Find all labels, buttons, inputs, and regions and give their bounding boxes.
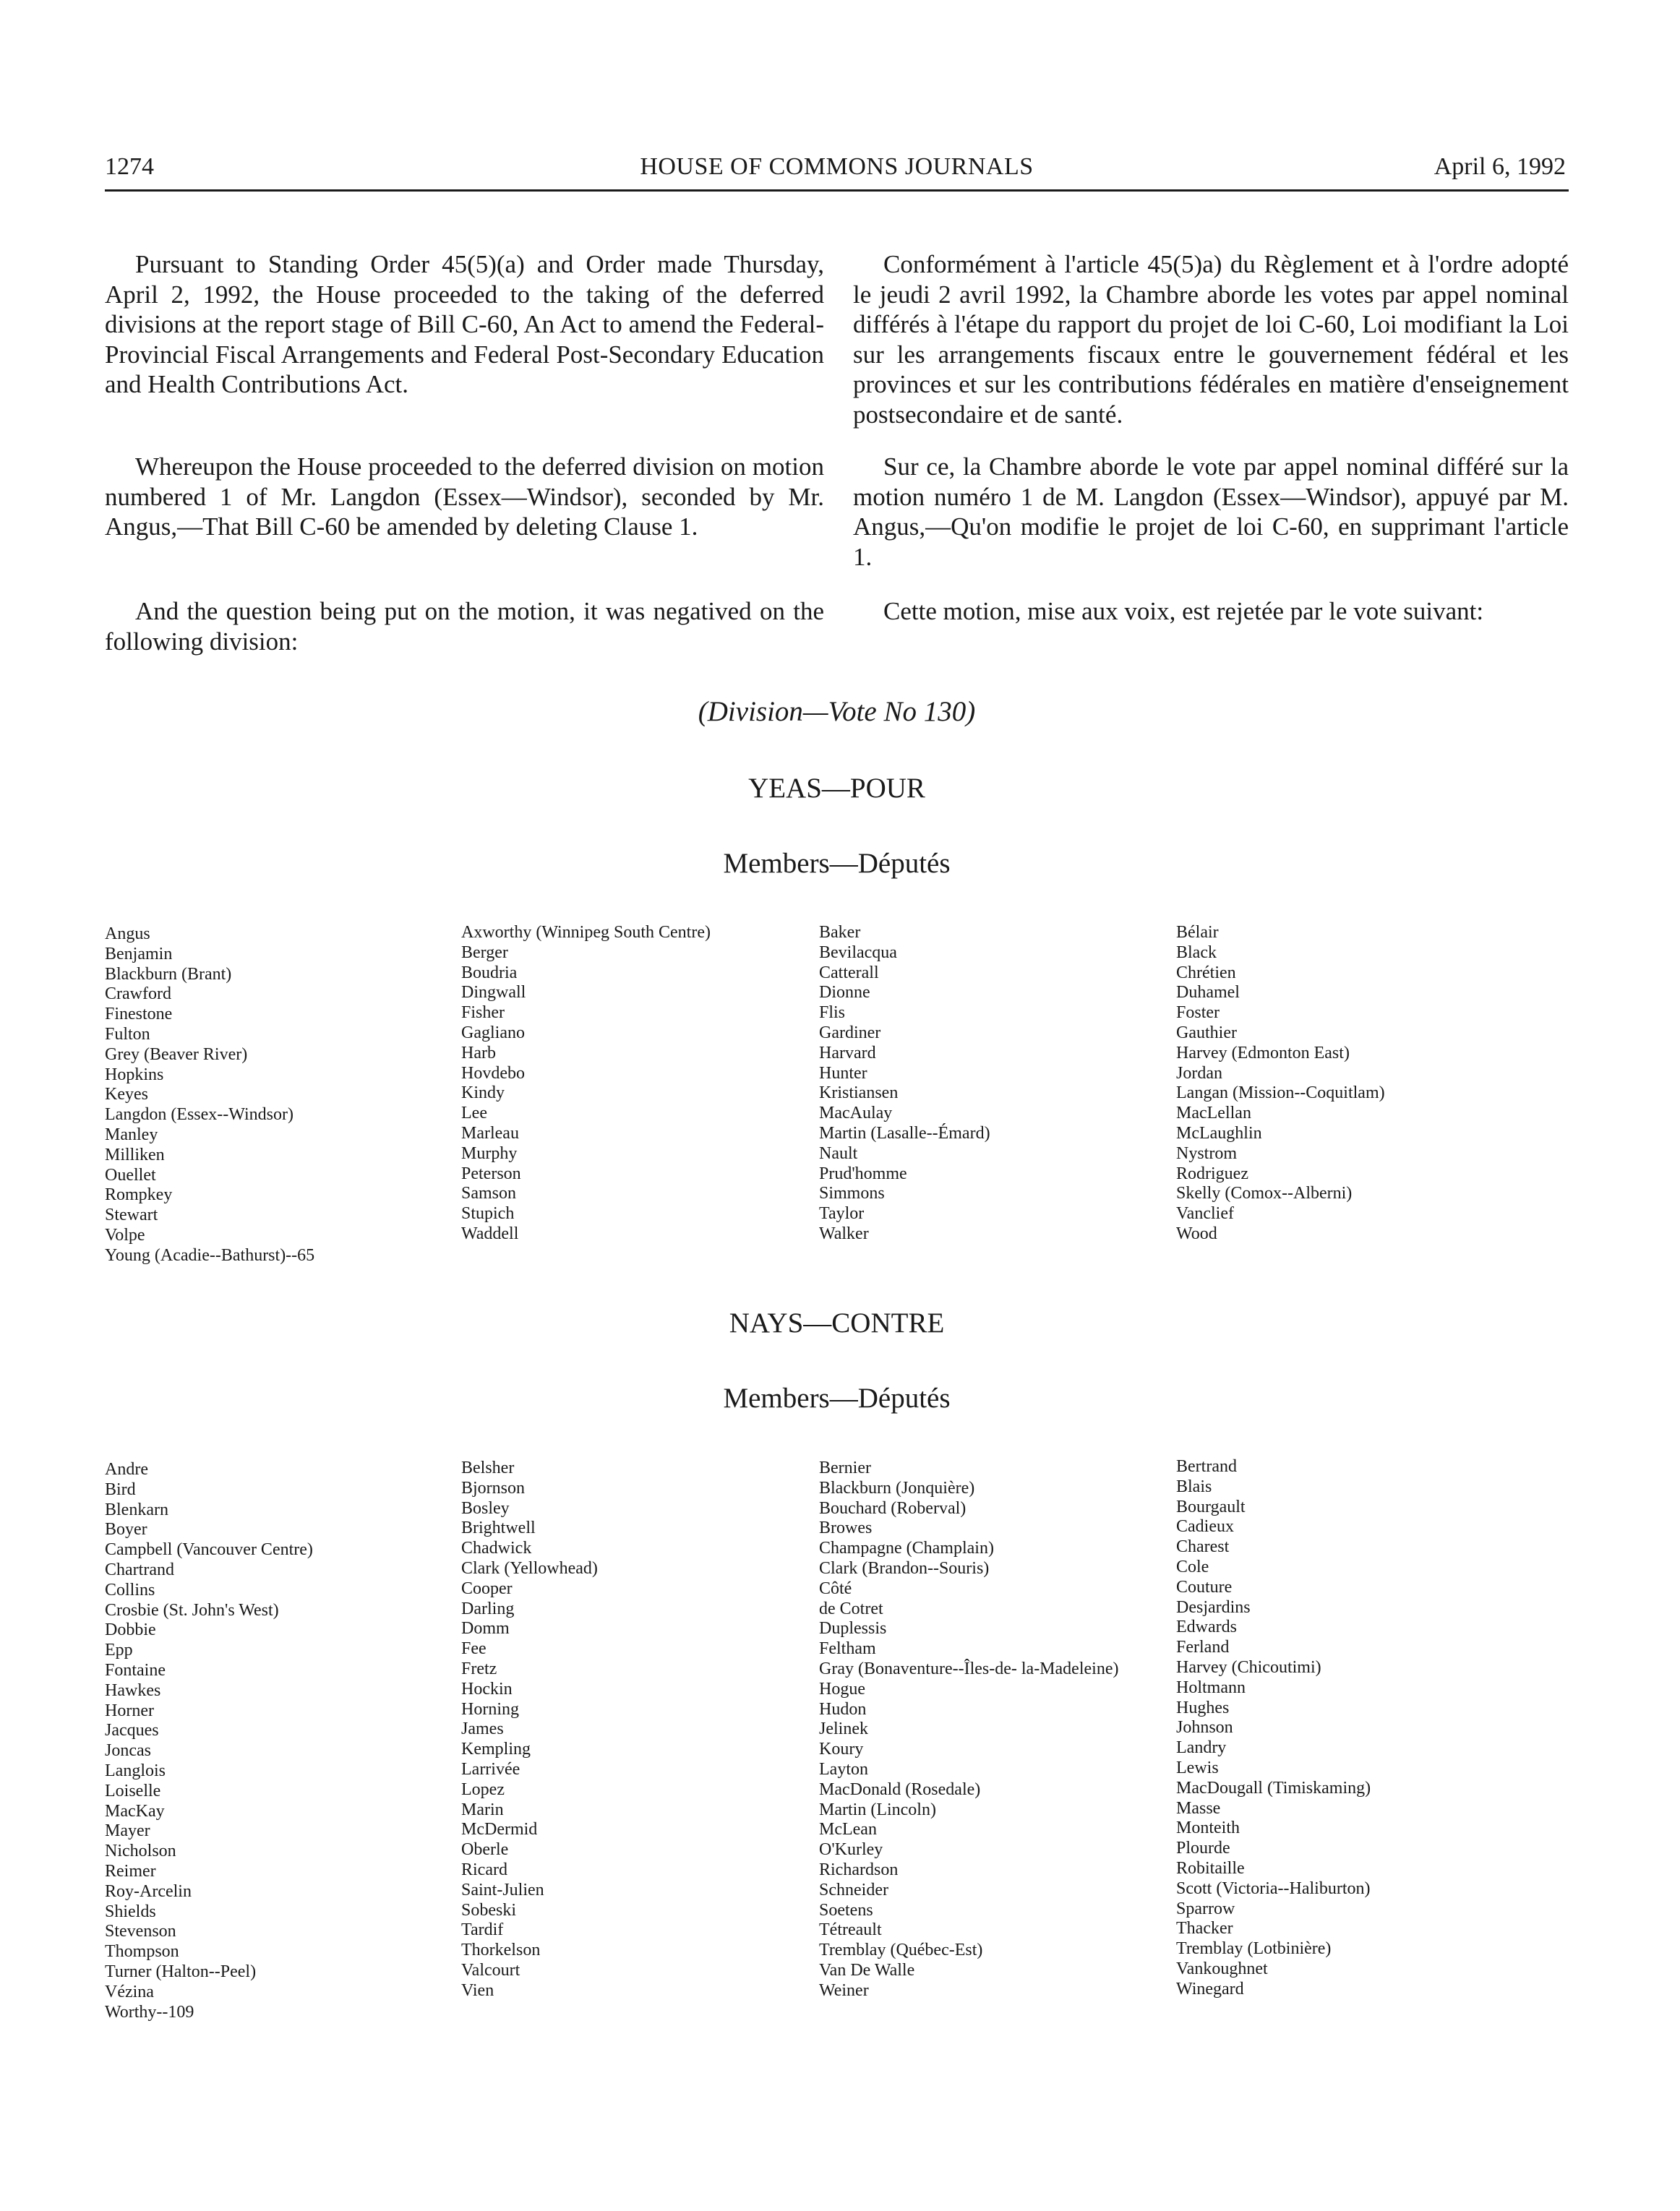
member-name: Thacker [1176,1919,1233,1939]
paragraph-en-2: Whereupon the House proceeded to the deferred division on motion numbered 1 of Mr. Langdon (Essex—Windsor), seconded by Mr. Angus,—That Bill C-60 be amended by deleting Clause 1. [105,452,824,541]
member-name: Champagne (Champlain) [819,1539,994,1558]
member-name: Angus [105,924,150,943]
member-name: Baker [819,923,861,942]
member-name: Flis [819,1003,846,1023]
member-name: Campbell (Vancouver Centre) [105,1540,313,1560]
member-name: Oberle [461,1840,509,1860]
member-name: Epp [105,1641,133,1660]
journal-title: HOUSE OF COMMONS JOURNALS [640,153,1034,180]
paragraph-en-3: And the question being put on the motion, it was negatived on the following division: [105,597,824,656]
member-name: McLaughlin [1176,1123,1262,1143]
member-name: Vankoughnet [1176,1959,1268,1978]
member-name: Jacques [105,1721,159,1740]
member-name: Blais [1176,1477,1212,1496]
member-name: Boudria [461,963,518,982]
member-name: Masse [1176,1798,1221,1818]
member-name: Fee [461,1639,487,1659]
member-name: O'Kurley [819,1840,883,1860]
member-name: Saint-Julien [461,1880,544,1899]
member-name: James [461,1720,504,1739]
member-name: Crosbie (St. John's West) [105,1600,279,1620]
member-name: Taylor [819,1204,865,1224]
member-name: Nystrom [1176,1143,1237,1163]
member-name: Marleau [461,1123,519,1143]
nays-heading: NAYS—CONTRE [729,1308,945,1339]
paragraph-fr-3: Cette motion, mise aux voix, est rejetée par le vote suivant: [883,597,1484,625]
member-name: Keyes [105,1085,148,1104]
member-name: Dobbie [105,1620,156,1640]
member-name: Langlois [105,1761,166,1780]
journal-date: April 6, 1992 [1433,153,1566,180]
member-name: Young (Acadie--Bathurst)--65 [105,1245,315,1265]
member-name: Stevenson [105,1922,176,1941]
member-name: Clark (Brandon--Souris) [819,1558,990,1578]
member-name: Soetens [819,1900,873,1920]
member-name: Samson [461,1184,517,1203]
member-name: de Cotret [819,1599,883,1618]
member-name: Jordan [1176,1063,1222,1083]
member-name: Stupich [461,1204,515,1224]
member-name: Chadwick [461,1539,532,1558]
member-name: Gardiner [819,1023,881,1042]
member-name: Chrétien [1176,963,1236,982]
member-name: Shields [105,1902,156,1921]
member-name: Ricard [461,1860,507,1879]
member-name: Charest [1176,1537,1230,1557]
page-number: 1274 [105,153,154,180]
member-name: Browes [819,1519,873,1538]
nays-column-2 [461,1459,598,2001]
member-name: Reimer [105,1861,156,1881]
member-name: Manley [105,1125,158,1144]
member-name: Belsher [461,1459,515,1477]
member-name: Grey (Beaver River) [105,1044,248,1064]
member-name: Benjamin [105,944,173,963]
member-name: Fulton [105,1024,150,1044]
paragraph-fr-2: Sur ce, la Chambre aborde le vote par appel nominal différé sur la motion numéro 1 de M. Langdon (Essex—Windsor), appuyé par M. Angus,—Qu'on modifie le projet de loi C-60, en supprimant l'article 1. [853,452,1569,571]
member-name: Black [1176,943,1217,962]
yeas-column-2 [461,923,711,1245]
member-name: Milliken [105,1145,165,1164]
member-name: MacAulay [819,1104,893,1123]
member-name: Hopkins [105,1065,164,1084]
member-name: Gray (Bonaventure--Îles-de- la-Madeleine) [819,1659,1119,1678]
yeas-column-1 [105,924,314,1266]
member-name: Hudon [819,1699,867,1719]
member-name: Cadieux [1176,1517,1234,1537]
nays-column-1 [105,1460,313,2022]
member-name: Blenkarn [105,1500,168,1519]
member-name: MacLellan [1176,1104,1251,1123]
member-name: Martin (Lasalle--Émard) [819,1123,990,1143]
member-name: Mayer [105,1821,150,1841]
nays-column-3 [819,1459,1118,2001]
member-name: Robitaille [1176,1858,1245,1878]
paragraph-fr-1: Conformément à l'article 45(5)a) du Règlement et à l'ordre adopté le jeudi 2 avril 1992, la Chambre aborde les votes par appel nominal différés à l'étape du rapport du projet de loi C-60, Loi modifiant la Loi sur les arrangements fiscaux entre le gouvernement fédéral et les provinces et sur les contributions fédérales en matière d'enseignement postsecondaire et de santé. [853,250,1569,429]
member-name: Plourde [1176,1839,1230,1858]
member-name: Duplessis [819,1619,887,1639]
member-name: Bouchard (Roberval) [819,1498,967,1518]
yeas-column-4 [1176,923,1385,1245]
member-name: Walker [819,1224,869,1243]
member-name: Langan (Mission--Coquitlam) [1176,1083,1385,1103]
member-name: Joncas [105,1741,151,1761]
nays-column-4 [1176,1457,1371,2000]
member-name: Langdon (Essex--Windsor) [105,1105,293,1125]
member-name: Cooper [461,1579,513,1598]
member-name: Van De Walle [819,1960,915,1980]
member-name: Sobeski [461,1900,517,1920]
member-name: Thompson [105,1942,179,1962]
member-name: Prud'homme [819,1164,907,1183]
member-name: Berger [461,943,508,962]
yeas-heading: YEAS—POUR [748,773,925,804]
member-name: Roy-Arcelin [105,1881,192,1901]
page-header [105,149,1569,192]
member-name: McDermid [461,1820,538,1839]
member-name: Chartrand [105,1560,174,1579]
member-name: Kempling [461,1740,531,1759]
member-name: Harvey (Edmonton East) [1176,1043,1350,1062]
member-name: Hockin [461,1679,513,1699]
member-name: Jelinek [819,1720,868,1739]
member-name: Larrivée [461,1759,520,1779]
member-name: Stewart [105,1206,158,1225]
member-name: Collins [105,1580,155,1600]
member-name: Holtmann [1176,1678,1246,1697]
member-name: Landry [1176,1738,1227,1758]
member-name: Wood [1176,1224,1217,1243]
member-name: Vanclief [1176,1204,1234,1224]
member-name: Couture [1176,1577,1233,1597]
member-name: Dingwall [461,983,526,1003]
member-name: Crawford [105,984,171,1004]
member-name: Domm [461,1619,510,1639]
member-name: Richardson [819,1860,899,1879]
member-name: MacDougall (Timiskaming) [1176,1778,1371,1798]
member-name: Gauthier [1176,1023,1237,1042]
member-name: MacDonald (Rosedale) [819,1779,981,1799]
member-name: Nault [819,1143,858,1163]
member-name: Bevilacqua [819,943,897,962]
member-name: Fisher [461,1003,505,1023]
member-name: Volpe [105,1225,145,1245]
member-name: Thorkelson [461,1941,541,1960]
member-name: Catterall [819,963,879,982]
member-name: Lewis [1176,1758,1219,1777]
member-name: Bourgault [1176,1497,1246,1516]
member-name: Finestone [105,1005,173,1024]
member-name: Horning [461,1699,519,1719]
member-name: Hughes [1176,1698,1230,1717]
member-name: Boyer [105,1520,147,1540]
member-name: Cole [1176,1557,1209,1576]
member-name: Weiner [819,1980,869,2000]
member-name: Winegard [1176,1979,1244,1999]
member-name: Tremblay (Lotbinière) [1176,1939,1332,1959]
member-name: Koury [819,1740,864,1759]
member-name: Vien [461,1980,494,2000]
member-name: Kristiansen [819,1083,899,1103]
member-name: Hawkes [105,1680,161,1700]
member-name: Harvard [819,1043,876,1062]
member-name: Andre [105,1460,148,1479]
member-name: Harb [461,1043,496,1062]
yeas-subheading: Members—Députés [723,848,951,879]
member-name: Martin (Lincoln) [819,1800,936,1819]
member-name: Hovdebo [461,1063,525,1083]
member-name: Hunter [819,1063,867,1083]
member-name: Johnson [1176,1718,1233,1738]
yeas-column-3 [819,923,990,1245]
member-name: Tardif [461,1920,504,1940]
member-name: Gagliano [461,1023,525,1042]
paragraph-en-1: Pursuant to Standing Order 45(5)(a) and Order made Thursday, April 2, 1992, the House proceeded to the taking of the deferred divisions at the report stage of Bill C-60, An Act to amend the Federal-Provincial Fiscal Arrangements and Federal Post-Secondary Education and Health Contributions Act. [105,250,824,398]
member-name: Scott (Victoria--Haliburton) [1176,1879,1371,1898]
member-name: Kindy [461,1083,505,1103]
nays-subheading: Members—Députés [723,1383,951,1414]
member-name: Feltham [819,1639,876,1659]
member-name: Schneider [819,1880,888,1899]
member-name: Monteith [1176,1819,1240,1838]
member-name: Bjornson [461,1478,526,1498]
member-name: Loiselle [105,1781,161,1800]
member-name: Rompkey [105,1185,173,1205]
member-name: Horner [105,1701,154,1720]
member-name: Bosley [461,1498,510,1518]
member-name: Bird [105,1480,136,1499]
division-label: (Division—Vote No 130) [698,696,976,727]
member-name: Peterson [461,1164,521,1183]
member-name: Brightwell [461,1519,536,1538]
member-name: Hogue [819,1679,865,1699]
member-name: Ferland [1176,1638,1230,1657]
member-name: Vézina [105,1982,154,2001]
member-name: Nicholson [105,1842,176,1861]
member-name: Simmons [819,1184,885,1203]
member-name: Fretz [461,1659,497,1678]
member-name: Tremblay (Québec-Est) [819,1941,983,1960]
member-name: Valcourt [461,1960,520,1980]
member-name: Layton [819,1759,868,1779]
member-name: Bernier [819,1459,871,1477]
member-name: Fontaine [105,1660,166,1680]
member-name: Côté [819,1579,852,1598]
member-name: Duhamel [1176,983,1240,1003]
member-name: Marin [461,1800,504,1819]
member-name: Blackburn (Brant) [105,964,232,984]
member-name: Axworthy (Winnipeg South Centre) [461,923,711,942]
member-name: Ouellet [105,1165,156,1185]
member-name: Edwards [1176,1618,1237,1637]
member-name: Bertrand [1176,1457,1237,1476]
member-name: Rodriguez [1176,1164,1248,1183]
member-name: Waddell [461,1224,519,1243]
member-name: Murphy [461,1143,518,1163]
member-name: Dionne [819,983,870,1003]
member-name: Sparrow [1176,1899,1235,1918]
member-name: Darling [461,1599,515,1618]
member-name: Harvey (Chicoutimi) [1176,1657,1321,1677]
member-name: Foster [1176,1003,1220,1023]
member-name: Turner (Halton--Peel) [105,1962,257,1981]
member-name: Desjardins [1176,1597,1251,1617]
member-name: Lopez [461,1779,505,1799]
member-name: Blackburn (Jonquière) [819,1478,975,1498]
member-name: MacKay [105,1801,165,1821]
member-name: McLean [819,1820,877,1839]
member-name: Lee [461,1104,487,1123]
member-name: Tétreault [819,1920,882,1940]
member-name: Bélair [1176,923,1219,942]
member-name: Worthy--109 [105,2002,194,2022]
member-name: Clark (Yellowhead) [461,1558,598,1578]
member-name: Skelly (Comox--Alberni) [1176,1184,1353,1203]
